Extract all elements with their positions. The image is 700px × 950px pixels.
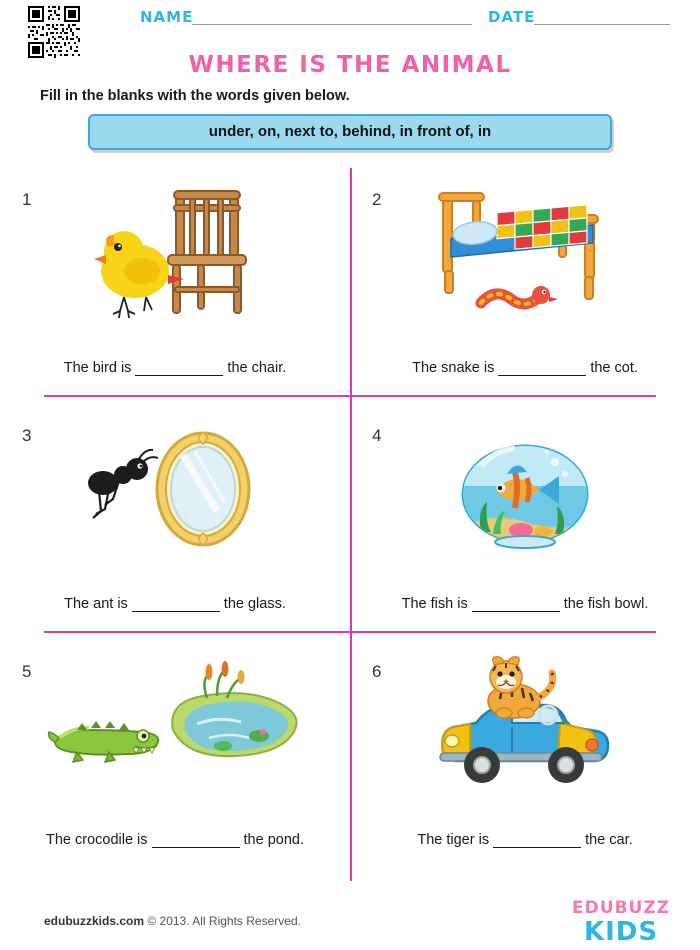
site-name[interactable]: edubuzzkids.com [44, 914, 145, 928]
name-write-line[interactable] [192, 24, 472, 25]
sentence-prefix: The fish is [401, 596, 468, 612]
sentence-suffix: the fish bowl. [563, 596, 649, 612]
sentence-suffix: the car. [585, 832, 633, 848]
question-item [0, 404, 350, 640]
illustration-ant-mirror [0, 412, 350, 572]
question-sentence [0, 832, 350, 848]
question-sentence [350, 360, 700, 376]
illustration-fish-bowl [350, 412, 700, 572]
question-item [0, 640, 350, 876]
sentence-suffix: the chair. [227, 360, 287, 376]
question-number: 3 [22, 426, 32, 445]
answer-blank[interactable] [498, 362, 586, 376]
question-sentence [350, 596, 700, 612]
question-item [350, 640, 700, 876]
question-number: 4 [372, 426, 382, 445]
copyright-notice: © 2013. All Rights Reserved. [147, 914, 301, 928]
question-item [350, 404, 700, 640]
question-number: 6 [372, 662, 382, 681]
question-number: 1 [22, 190, 32, 209]
sentence-prefix: The bird is [63, 360, 132, 376]
worksheet-header [0, 0, 700, 40]
logo-text-bottom: KIDS [583, 917, 659, 947]
illustration-bird-chair [0, 176, 350, 336]
date-label: DATE [488, 8, 536, 26]
answer-blank[interactable] [135, 362, 223, 376]
sentence-prefix: The crocodile is [45, 832, 148, 848]
page-footer [0, 898, 700, 950]
edubuzzkids-logo [572, 900, 670, 945]
answer-blank[interactable] [493, 834, 581, 848]
word-bank: under, on, next to, behind, in front of, in [88, 114, 612, 150]
question-sentence [350, 832, 700, 848]
question-item [350, 168, 700, 404]
question-number: 5 [22, 662, 32, 681]
name-label: NAME [140, 8, 194, 26]
sentence-suffix: the pond. [243, 832, 305, 848]
illustration-tiger-car [350, 648, 700, 808]
question-item [0, 168, 350, 404]
date-write-line[interactable] [534, 24, 670, 25]
sentence-prefix: The snake is [412, 360, 495, 376]
logo-text-top: EDUBUZZ [572, 898, 670, 918]
answer-blank[interactable] [132, 598, 220, 612]
answer-blank[interactable] [472, 598, 560, 612]
illustration-crocodile-pond [0, 648, 350, 808]
copyright-text [44, 914, 301, 928]
qr-code-icon [28, 6, 80, 58]
question-number: 2 [372, 190, 382, 209]
sentence-prefix: The ant is [64, 596, 128, 612]
sentence-prefix: The tiger is [417, 832, 490, 848]
sentence-suffix: the glass. [223, 596, 286, 612]
question-sentence [0, 596, 350, 612]
instruction-text: Fill in the blanks with the words given below. [40, 88, 350, 104]
answer-blank[interactable] [152, 834, 240, 848]
question-sentence [0, 360, 350, 376]
page-title: WHERE IS THE ANIMAL [188, 52, 512, 78]
question-grid [0, 168, 700, 888]
sentence-suffix: the cot. [590, 360, 638, 376]
illustration-snake-cot [350, 176, 700, 336]
